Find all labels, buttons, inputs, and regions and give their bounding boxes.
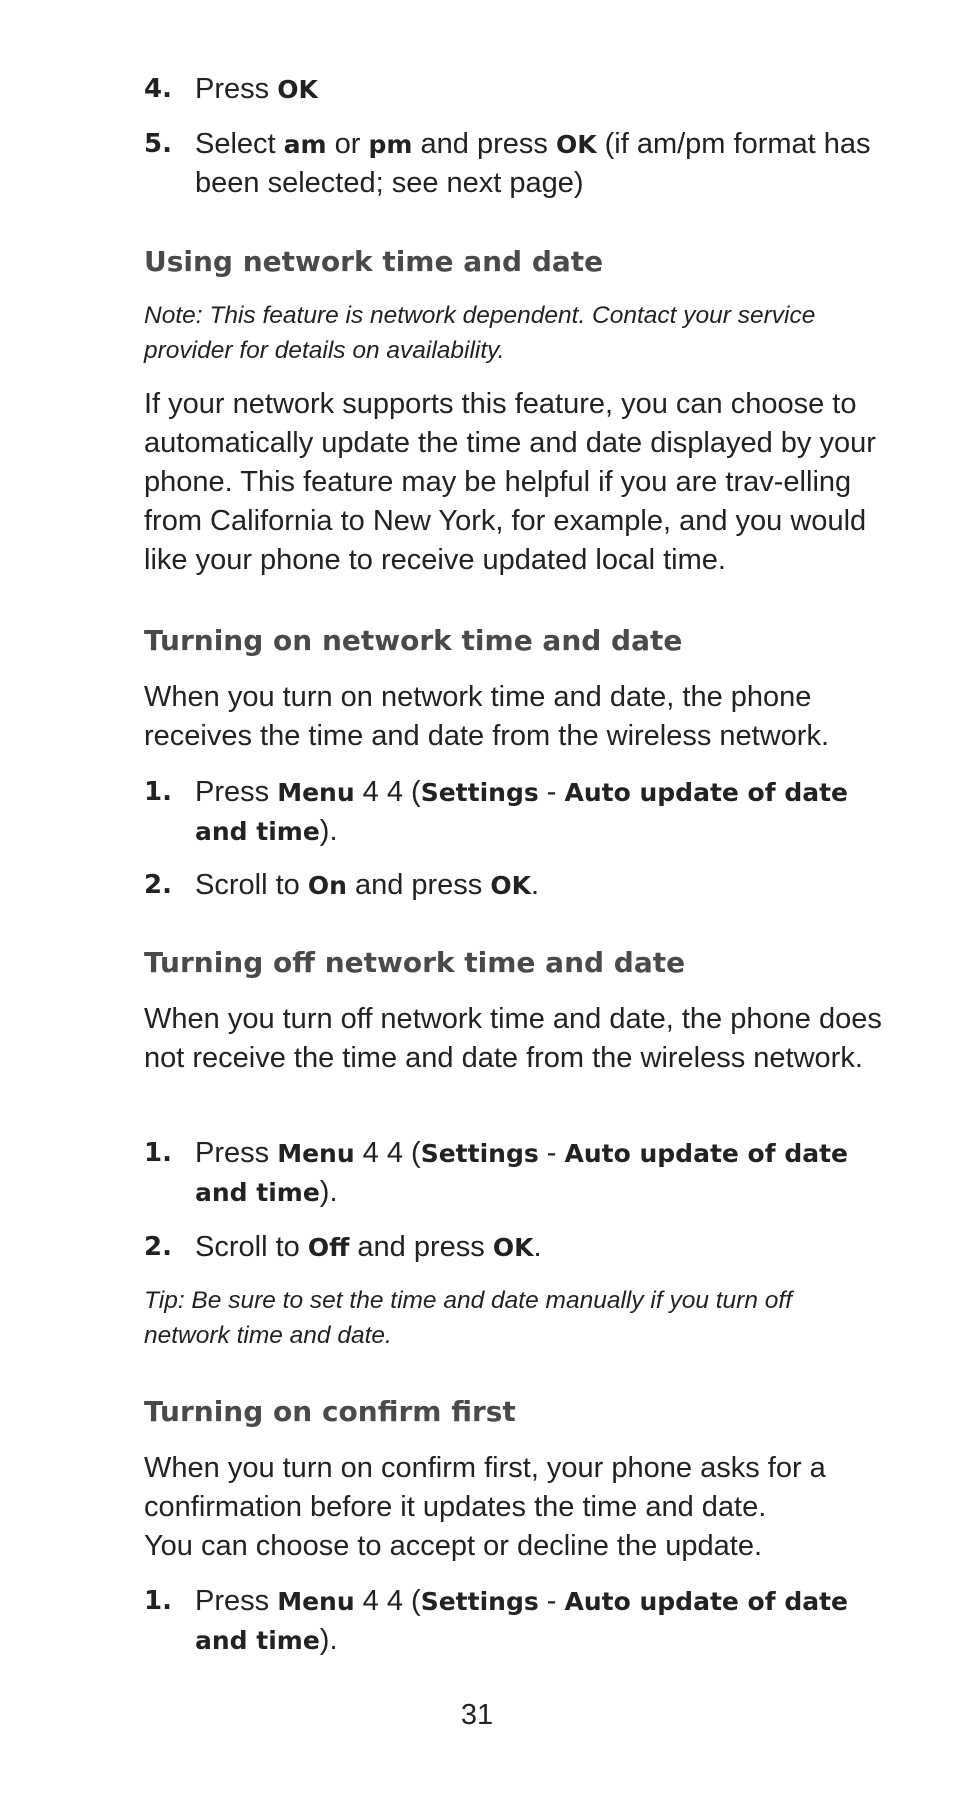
step-text: Scroll to On and press OK. <box>195 869 540 901</box>
step-number: 5. <box>144 129 172 159</box>
step-number: 1. <box>144 1138 172 1168</box>
heading-turning-on: Turning on network time and date <box>144 624 683 657</box>
heading-turning-off: Turning off network time and date <box>144 946 686 979</box>
key-off: Off <box>307 1233 350 1262</box>
key-auto-update: Auto update of date and time <box>195 1587 848 1655</box>
heading-using-network-time: Using network time and date <box>144 245 604 278</box>
step-on-2 <box>144 866 884 905</box>
step-number: 4. <box>144 74 172 104</box>
step-text: Select am or pm and press OK (if am/pm format has been selected; see next page) <box>195 128 871 199</box>
key-ok: OK <box>490 871 531 900</box>
key-ok: OK <box>555 130 597 159</box>
step-text: Press Menu 4 4 (Settings - Auto update of date and time). <box>195 776 848 847</box>
note-network-dependent: Note: This feature is network dependent. Contact your service provider for details on availability. <box>144 302 816 364</box>
step-confirm-1 <box>144 1582 884 1660</box>
step-text: Scroll to Off and press OK. <box>195 1231 542 1263</box>
step-4 <box>144 70 884 109</box>
page-number: 31 <box>460 1699 494 1731</box>
step-off-1 <box>144 1134 884 1212</box>
step-text: Press OK <box>195 73 318 105</box>
step-on-1 <box>144 773 884 851</box>
step-number: 2. <box>144 1232 172 1262</box>
step-5 <box>144 125 884 203</box>
heading-confirm-first: Turning on confirm first <box>144 1395 516 1428</box>
paragraph-confirm-first: When you turn on confirm first, your phone asks for a confirmation before it updates the time and date. You can choose to accept or decline the update. <box>144 1452 826 1562</box>
key-menu: Menu <box>277 778 355 807</box>
step-number: 1. <box>144 1586 172 1616</box>
key-ok: OK <box>277 75 318 104</box>
step-text: Press Menu 4 4 (Settings - Auto update of date and time). <box>195 1585 848 1656</box>
key-settings: Settings <box>420 778 539 807</box>
key-auto-update: Auto update of date and time <box>195 1139 848 1207</box>
step-off-2 <box>144 1228 884 1267</box>
key-am: am <box>283 130 327 159</box>
key-settings: Settings <box>420 1587 539 1616</box>
step-number: 1. <box>144 777 172 807</box>
step-number: 2. <box>144 870 172 900</box>
key-ok: OK <box>492 1233 534 1262</box>
paragraph-turning-off: When you turn off network time and date, the phone does not receive the time and date from the wireless network. <box>144 1003 882 1074</box>
key-auto-update: Auto update of date and time <box>195 778 848 846</box>
key-pm: pm <box>368 130 413 159</box>
step-text: Press Menu 4 4 (Settings - Auto update of date and time). <box>195 1137 848 1208</box>
key-on: On <box>307 871 347 900</box>
tip-manual-time: Tip: Be sure to set the time and date manually if you turn off network time and date. <box>144 1287 793 1349</box>
key-settings: Settings <box>420 1139 539 1168</box>
key-menu: Menu <box>277 1587 355 1616</box>
paragraph-turning-on: When you turn on network time and date, the phone receives the time and date from the wireless network. <box>144 681 830 752</box>
paragraph-network-intro: If your network supports this feature, you can choose to automatically update the time and date displayed by your phone. This feature may be helpful if you are trav-elling from California to New York, for example, and you would like your phone to receive updated local time. <box>144 388 876 576</box>
key-menu: Menu <box>277 1139 355 1168</box>
